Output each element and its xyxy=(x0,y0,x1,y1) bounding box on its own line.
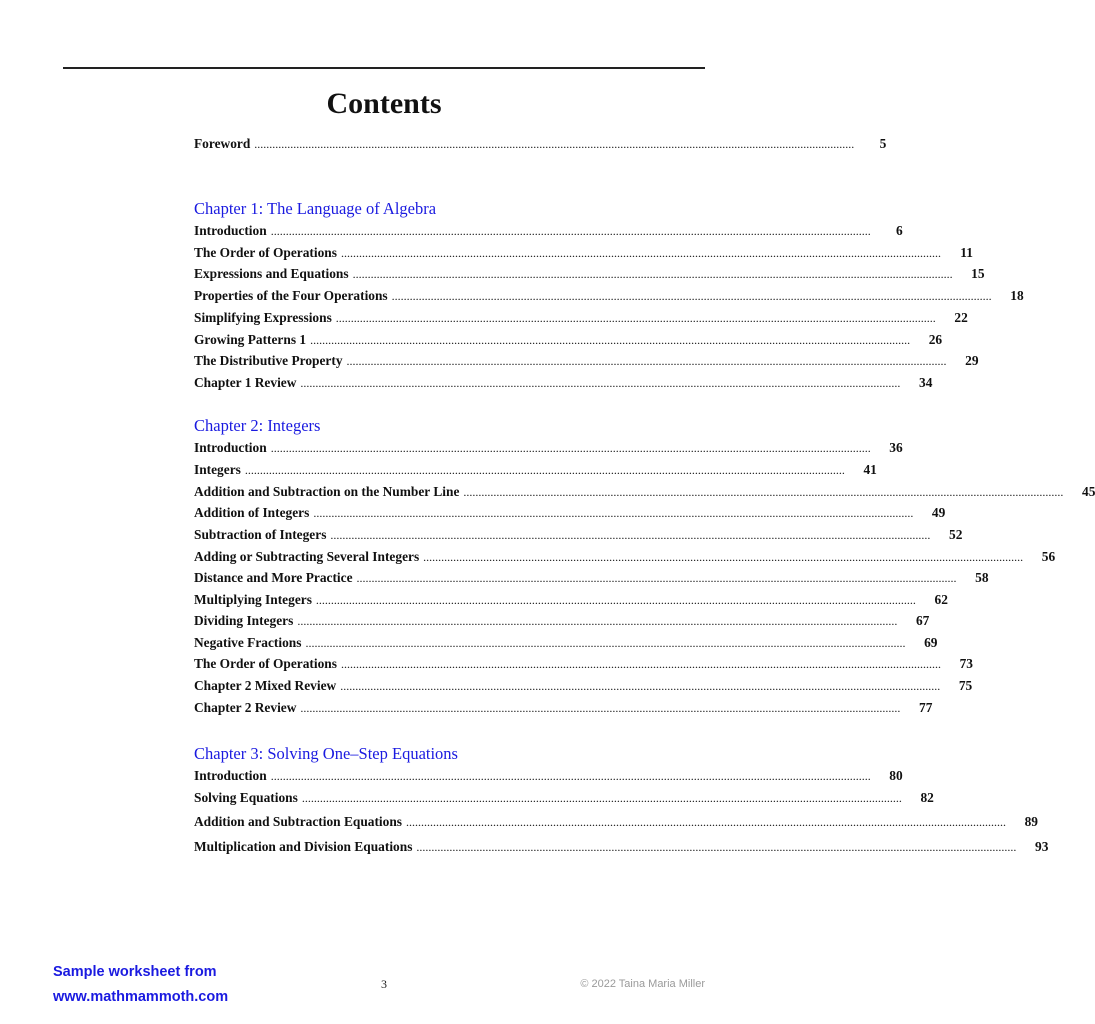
toc-leader-dots: ........................................................................................................................................................................................................ xyxy=(297,614,898,628)
toc-leader-dots: ........................................................................................................................................................................................................ xyxy=(254,137,855,151)
toc-entry xyxy=(194,699,933,717)
toc-entry xyxy=(194,634,938,652)
toc-entry xyxy=(194,287,1024,305)
toc-leader-dots: ........................................................................................................................................................................................................ xyxy=(244,463,845,477)
toc-entry-page: 41 xyxy=(863,462,877,477)
toc-entry-label: Simplifying Expressions xyxy=(194,310,332,325)
toc-leader-dots: ........................................................................................................................................................................................................ xyxy=(352,267,953,281)
toc-entry xyxy=(194,352,979,370)
toc-entry-label: Chapter 1 Review xyxy=(194,375,297,390)
toc-entry xyxy=(194,677,973,695)
toc-entry-page: 52 xyxy=(949,527,963,542)
toc-entry-label: Distance and More Practice xyxy=(194,570,353,585)
toc-entry-page: 11 xyxy=(960,245,973,260)
toc-entry-label: Integers xyxy=(194,462,241,477)
toc-entry xyxy=(194,569,989,587)
toc-leader-dots: ........................................................................................................................................................................................................ xyxy=(301,791,902,805)
toc-entry-label: The Order of Operations xyxy=(194,656,337,671)
toc-entry xyxy=(194,483,1095,501)
toc-entry-label: Addition and Subtraction on the Number Line xyxy=(194,484,460,499)
toc-entry-label: Subtraction of Integers xyxy=(194,527,327,542)
toc-entry-page: 26 xyxy=(928,332,943,347)
toc-leader-dots: ........................................................................................................................................................................................................ xyxy=(300,701,901,715)
toc-entry xyxy=(194,504,946,522)
toc-entry xyxy=(194,244,973,262)
sample-note-line: Sample worksheet from xyxy=(53,964,217,980)
toc-leader-dots: ........................................................................................................................................................................................................ xyxy=(463,485,1064,499)
toc-leader-dots: ........................................................................................................................................................................................................ xyxy=(310,333,911,347)
toc-entry xyxy=(194,331,943,349)
toc-entry-label: Introduction xyxy=(194,223,267,238)
toc-entry-label: Introduction xyxy=(194,768,267,783)
toc-leader-dots: ........................................................................................................................................................................................................ xyxy=(340,246,941,260)
toc-entry-label: Chapter 2 Mixed Review xyxy=(194,678,337,693)
toc-entry-page: 34 xyxy=(919,375,933,390)
toc-entry-page: 62 xyxy=(934,592,948,607)
toc-entry-page: 22 xyxy=(954,310,968,325)
toc-entry-page: 45 xyxy=(1082,484,1095,499)
toc-entry-label: Multiplication and Division Equations xyxy=(194,839,413,854)
website-link[interactable]: www.mathmammoth.com xyxy=(53,989,229,1005)
toc-entry xyxy=(194,591,948,609)
toc-leader-dots: ........................................................................................................................................................................................................ xyxy=(330,528,931,542)
toc-entry-label: Adding or Subtracting Several Integers xyxy=(194,549,420,564)
toc-entry-page: 15 xyxy=(971,266,985,281)
chapter-heading-3: Chapter 3: Solving One–Step Equations xyxy=(194,744,458,763)
copyright-notice: © 2022 Taina Maria Miller xyxy=(580,978,705,990)
toc-entry-page: 18 xyxy=(1010,288,1024,303)
toc-entry xyxy=(194,612,930,630)
toc-leader-dots: ........................................................................................................................................................................................................ xyxy=(315,593,916,607)
toc-entry xyxy=(194,309,968,327)
toc-leader-dots: ........................................................................................................................................................................................................ xyxy=(270,224,871,238)
toc-entry-page: 73 xyxy=(959,656,973,671)
chapter-heading-1: Chapter 1: The Language of Algebra xyxy=(194,199,437,218)
toc-entry-label: The Order of Operations xyxy=(194,245,337,260)
toc-entry xyxy=(194,655,973,673)
toc-entry xyxy=(194,767,903,785)
toc-entry xyxy=(194,222,903,240)
toc-entry-label: Solving Equations xyxy=(194,790,298,805)
toc-leader-dots: ........................................................................................................................................................................................................ xyxy=(423,550,1024,564)
toc-entry-page: 58 xyxy=(975,570,989,585)
toc-leader-dots: ........................................................................................................................................................................................................ xyxy=(406,815,1006,829)
toc-entry-label: Negative Fractions xyxy=(194,635,302,650)
toc-entry-page: 5 xyxy=(879,136,887,151)
toc-leader-dots: ........................................................................................................................................................................................................ xyxy=(416,840,1017,854)
page-number: 3 xyxy=(381,977,387,991)
toc-entry xyxy=(194,526,963,544)
toc-entry-page: 56 xyxy=(1041,549,1056,564)
toc-entry xyxy=(194,789,934,807)
toc-entry-page: 77 xyxy=(919,700,933,715)
toc-leader-dots: ........................................................................................................................................................................................................ xyxy=(270,769,871,783)
toc-entry xyxy=(194,548,1056,566)
toc-entry-label: Dividing Integers xyxy=(194,613,294,628)
toc-entry-label: Addition and Subtraction Equations xyxy=(194,814,402,829)
chapter-heading-2: Chapter 2: Integers xyxy=(194,416,321,435)
toc-entry xyxy=(194,265,985,283)
toc-entry-label: Foreword xyxy=(194,136,251,151)
toc-leader-dots: ........................................................................................................................................................................................................ xyxy=(346,354,947,368)
toc-leader-dots: ........................................................................................................................................................................................................ xyxy=(391,289,992,303)
toc-leader-dots: ........................................................................................................................................................................................................ xyxy=(356,571,957,585)
toc-entry xyxy=(194,813,1038,831)
toc-entry xyxy=(194,374,933,392)
toc-entry-label: Addition of Integers xyxy=(194,505,310,520)
toc-entry-page: 6 xyxy=(895,223,903,238)
toc-entry-page: 49 xyxy=(931,505,946,520)
toc-leader-dots: ........................................................................................................................................................................................................ xyxy=(313,506,914,520)
toc-entry-label: Multiplying Integers xyxy=(194,592,312,607)
toc-entry xyxy=(194,461,877,479)
toc-entry-label: Growing Patterns 1 xyxy=(194,332,307,347)
toc-entry-foreword xyxy=(194,135,887,153)
toc-entry-page: 36 xyxy=(889,440,903,455)
toc-leader-dots: ........................................................................................................................................................................................................ xyxy=(300,376,901,390)
page-title: Contents xyxy=(326,87,442,120)
toc-entry-label: Introduction xyxy=(194,440,267,455)
toc-leader-dots: ........................................................................................................................................................................................................ xyxy=(340,679,941,693)
toc-entry xyxy=(194,838,1049,856)
toc-entry xyxy=(194,439,903,457)
toc-entry-page: 93 xyxy=(1035,839,1049,854)
toc-leader-dots: ........................................................................................................................................................................................................ xyxy=(305,636,906,650)
toc-entry-page: 29 xyxy=(965,353,979,368)
toc-leader-dots: ........................................................................................................................................................................................................ xyxy=(270,441,871,455)
toc-entry-label: The Distributive Property xyxy=(194,353,343,368)
toc-leader-dots: ........................................................................................................................................................................................................ xyxy=(340,657,941,671)
toc-entry-label: Expressions and Equations xyxy=(194,266,349,281)
toc-entry-page: 67 xyxy=(915,613,930,628)
sample-worksheet-note xyxy=(53,960,228,1010)
toc-entry-page: 82 xyxy=(920,790,934,805)
toc-entry-page: 75 xyxy=(958,678,973,693)
toc-entry-label: Properties of the Four Operations xyxy=(194,288,388,303)
toc-entry-page: 69 xyxy=(924,635,938,650)
toc-entry-page: 89 xyxy=(1024,814,1038,829)
toc-entry-label: Chapter 2 Review xyxy=(194,700,297,715)
toc-leader-dots: ........................................................................................................................................................................................................ xyxy=(335,311,936,325)
toc-entry-page: 80 xyxy=(889,768,903,783)
